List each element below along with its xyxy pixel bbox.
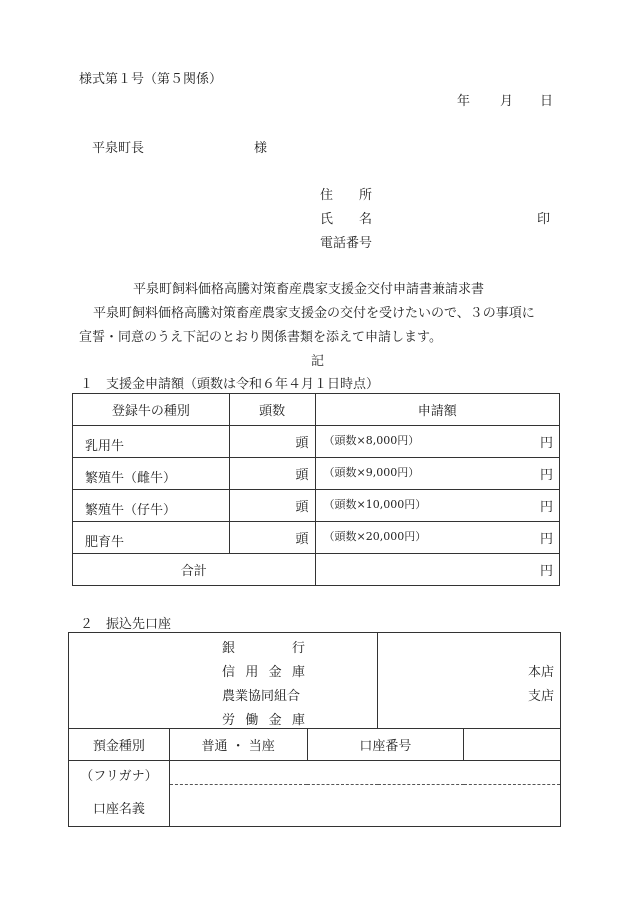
holder-label-cell xyxy=(69,761,170,827)
inst-shinkin: 信 用 金 庫 xyxy=(222,665,305,680)
header-head-count: 頭数 xyxy=(229,394,315,426)
yen-unit: 円 xyxy=(539,564,553,579)
inst-ja: 農業協同組合 xyxy=(222,689,301,704)
form-number: 様式第１号（第５関係） xyxy=(79,72,223,87)
head-count-cell[interactable] xyxy=(229,426,315,458)
head-office-label: 本店 xyxy=(527,665,554,680)
addressee-honorific: 様 xyxy=(254,141,268,156)
yen-unit: 円 xyxy=(539,500,553,515)
table-row xyxy=(73,490,560,522)
branch-label: 支店 xyxy=(527,689,554,704)
body-line-2: 宣誓・同意のうえ下記のとおり関係書類を添えて申請します。 xyxy=(79,330,442,345)
date-month: 月 xyxy=(500,94,514,109)
calc-note: （頭数×8,000円） xyxy=(323,434,420,447)
inst-bank: 銀 行 xyxy=(222,641,305,656)
amount-cell[interactable] xyxy=(315,522,560,554)
ki-marker: 記 xyxy=(311,354,325,369)
cattle-type-cell: 繁殖牛（仔牛） xyxy=(73,490,230,522)
application-amount-table xyxy=(72,393,560,586)
table-row xyxy=(73,458,560,490)
furigana-row xyxy=(69,761,561,785)
account-holder-field[interactable] xyxy=(169,785,560,827)
address-label: 住 所 xyxy=(320,188,373,203)
furigana-label: （フリガナ） xyxy=(80,769,158,784)
head-unit: 頭 xyxy=(295,500,309,515)
account-holder-label: 口座名義 xyxy=(92,802,145,817)
document-title: 平泉町飼料価格高騰対策畜産農家支援金交付申請書兼請求書 xyxy=(133,282,485,297)
head-count-cell[interactable] xyxy=(229,490,315,522)
head-count-cell[interactable] xyxy=(229,522,315,554)
cattle-type-cell: 肥育牛 xyxy=(73,522,230,554)
section2-heading: ２ 振込先口座 xyxy=(80,617,172,632)
table-header-row xyxy=(73,394,560,426)
furigana-field[interactable] xyxy=(169,761,560,785)
deposit-row xyxy=(69,729,561,761)
total-amount-cell[interactable] xyxy=(315,554,560,586)
amount-cell[interactable] xyxy=(315,458,560,490)
section1-heading: １ 支援金申請額（頭数は令和６年４月１日時点） xyxy=(80,377,380,392)
seal-mark: 印 xyxy=(537,212,551,227)
total-row xyxy=(73,554,560,586)
head-unit: 頭 xyxy=(295,436,309,451)
deposit-type-options[interactable]: 普通 ・ 当座 xyxy=(169,729,307,761)
total-label: 合計 xyxy=(73,554,316,586)
cattle-type-cell: 繁殖牛（雌牛） xyxy=(73,458,230,490)
account-number-label: 口座番号 xyxy=(307,729,464,761)
calc-note: （頭数×10,000円） xyxy=(323,498,427,511)
yen-unit: 円 xyxy=(539,532,553,547)
name-label: 氏 名 xyxy=(320,212,373,227)
date-day: 日 xyxy=(540,94,554,109)
body-line-1: 平泉町飼料価格高騰対策畜産農家支援金の交付を受けたいので、３の事項に xyxy=(93,306,535,321)
head-unit: 頭 xyxy=(295,468,309,483)
branch-cell[interactable] xyxy=(378,633,561,729)
calc-note: （頭数×20,000円） xyxy=(323,530,427,543)
deposit-type-label: 預金種別 xyxy=(69,729,170,761)
table-row xyxy=(73,522,560,554)
header-cattle-type: 登録牛の種別 xyxy=(73,394,230,426)
header-amount: 申請額 xyxy=(315,394,560,426)
calc-note: （頭数×9,000円） xyxy=(323,466,420,479)
phone-label: 電話番号 xyxy=(320,236,373,251)
bank-account-table xyxy=(68,632,561,827)
cattle-type-cell: 乳用牛 xyxy=(73,426,230,458)
head-unit: 頭 xyxy=(295,532,309,547)
amount-cell[interactable] xyxy=(315,426,560,458)
bank-row xyxy=(69,633,561,729)
head-count-cell[interactable] xyxy=(229,458,315,490)
inst-rokin: 労 働 金 庫 xyxy=(222,713,305,728)
yen-unit: 円 xyxy=(539,436,553,451)
table-row xyxy=(73,426,560,458)
amount-cell[interactable] xyxy=(315,490,560,522)
account-number-field[interactable] xyxy=(464,729,561,761)
date-year: 年 xyxy=(457,94,471,109)
yen-unit: 円 xyxy=(539,468,553,483)
addressee: 平泉町長 xyxy=(92,141,145,156)
institution-cell[interactable] xyxy=(69,633,378,729)
